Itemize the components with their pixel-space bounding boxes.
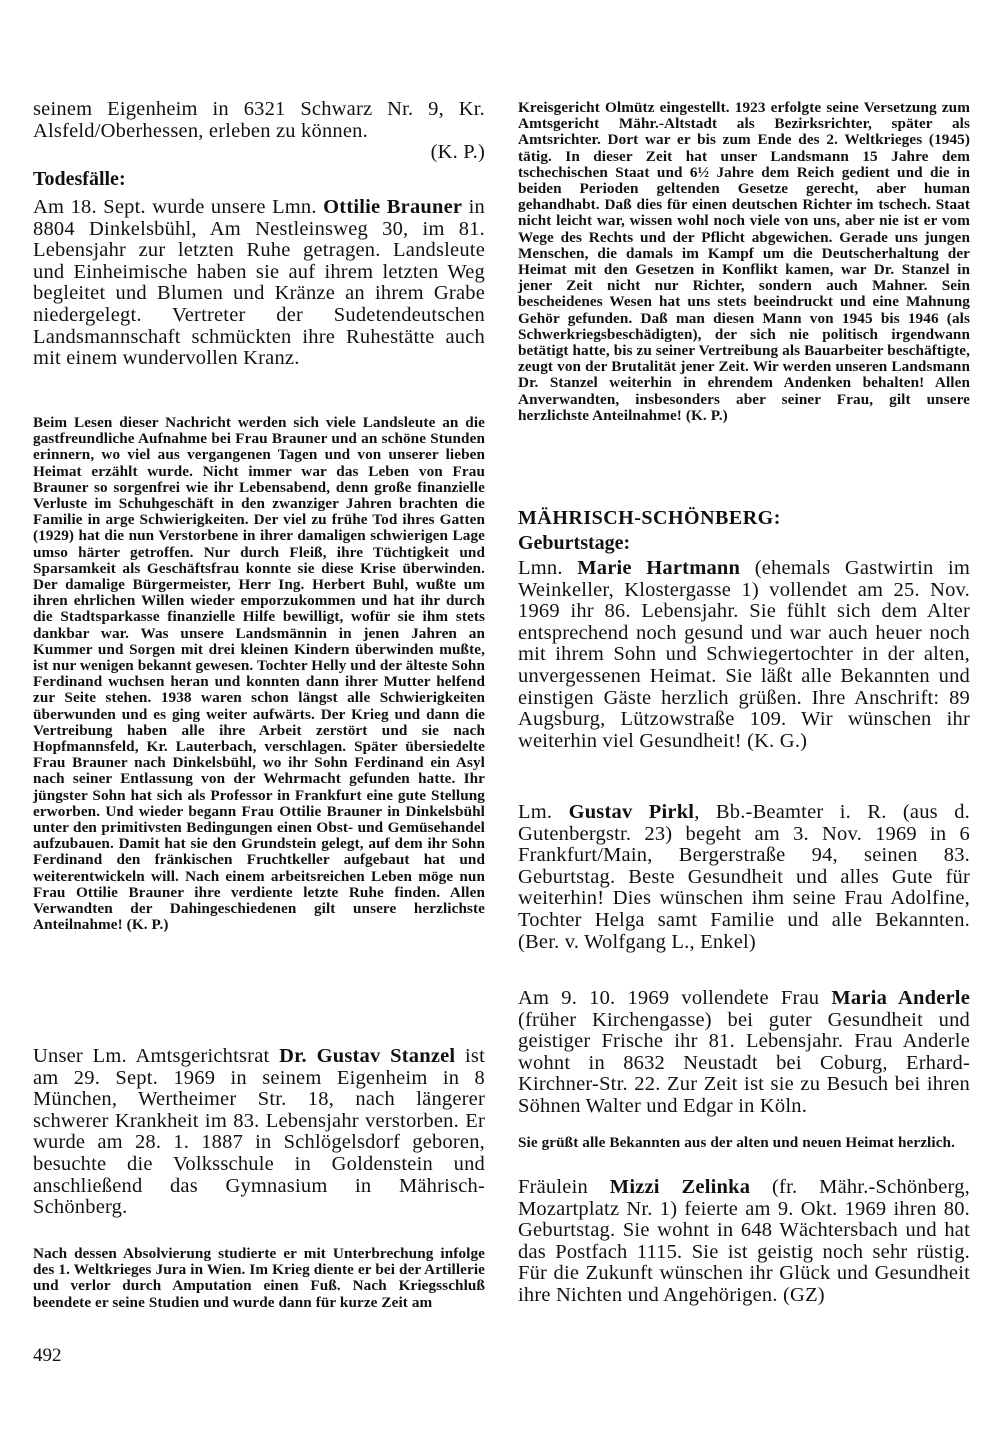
obituary-stanzel-continued [518,100,970,424]
text: Fräulein [518,1176,610,1198]
paragraph-text: Sie grüßt alle Bekannten aus der alten und neuen Heimat herzlich. [518,1134,955,1151]
text: Lmn. [518,557,578,579]
text: Unser Lm. Amtsgerichtsrat [33,1045,280,1067]
obituary-stanzel [33,1046,485,1219]
paragraph-text: Kreisgericht Olmütz eingestellt. 1923 erfolgte seine Versetzung zum Amtsgericht Mähr.-Altstadt als Bezirksrichter, später als Amtsrichter. Dort war er bis zum Ende des 2. Weltkrieges (1945) tätig. In dieser Zeit hat unser Landsmann 15 Jahre dem tschechischen Staat und 6½ Jahre dem Reich gedient und die in beiden Perioden geltenden Gesetze gerecht, aber human gehandhabt. Daß dies für einen deutschen Richter im tschech. Staat nicht leicht war, wissen wohl noch viele von uns, aber nie ist er vom Wege des Rechts und der Pflicht abgewichen. Gerade uns jungen Menschen, die damals im Kampf um die Deutscherhaltung der Heimat mit den Gesetzen in Konflikt kamen, war Dr. Stanzel in jener Zeit nicht nur Richter, sondern auch Mahner. Sein bescheidenes Wesen hat uns stets beeindruckt und eine Mahnung Gehör gefunden. Daß man diesen Mann von 1945 bis 1946 (als Schwerkriegsbeschädigten), der sich nie politisch irgendwann betätigt hatte, bis zu seiner Vertreibung als Bauarbeiter beschäftigte, zeugt von der Brutalität jener Zeit. Wir werden unseren Landsmann Dr. Stanzel weiterhin in ehrendem Andenken behalten! Allen Anverwandten, insbesonders aber seiner Frau, gilt unsere herzlichste Anteilnahme! (K. P.) [518,99,970,424]
birthday-zelinka [518,1177,970,1307]
person-name: Dr. Gustav Stanzel [279,1045,456,1067]
birthday-anderle [518,988,970,1118]
text: Am 9. 10. 1969 vollendete Frau [518,987,832,1009]
page-number: 492 [33,1345,62,1366]
text: , Bb.-Beamter i. R. (aus d. Gutenbergstr. 23) begeht am 3. Nov. 1969 in 6 Frankfurt/Main, Bergerstraße 94, seinen 83. Geburtstag. Beste Gesundheit und alles Gute für weiterhin! Dies wünschen ihm seine Frau Adolfine, Tochter Helga samt Familie und alle Bekannten. (Ber. v. Wolfgang L., Enkel) [518,801,970,953]
person-name: Ottilie Brauner [323,196,463,218]
person-name: Marie Hartmann [577,557,741,579]
person-name: Maria Anderle [831,987,970,1009]
birthday-hartmann [518,558,970,752]
obituary-brauner-detail [33,415,485,934]
text: Am 18. Sept. wurde unsere Lmn. [33,196,324,218]
text: in 8804 Dinkelsbühl, Am Nestleinsweg 30, im 81. Lebensjahr zur letzten Ruhe getragen. Landsleute und Einheimische haben sie auf ihrem letzten Weg begleitet und Blumen und Kränze an ihrem Grabe niedergelegt. Vertreter der Sudetendeutschen Landsmannschaft schmückten ihre Ruhestätte auch mit einem wundervollen Kranz. [33,196,485,370]
section-heading-deaths: Todesfälle: [33,168,126,190]
paragraph-text: Nach dessen Absolvierung studierte er mit Unterbrechung infolge des 1. Weltkrieges Jura in Wien. Im Krieg diente er bei der Artillerie und verlor durch Amputation einen Fuß. Nach Kriegsschluß beendete er seine Studien und wurde dann für kurze Zeit am [33,1245,485,1311]
paragraph-text: Beim Lesen dieser Nachricht werden sich viele Landsleute an die gastfreundliche Aufnahme bei Frau Brauner und an schöne Stunden erinnern, wo viel aus vergangenen Tagen und von unserer lieben Heimat erzählt wurde. Nicht immer war das Leben von Frau Brauner so sorgenfrei wie ihr Lebensabend, denn große finanzielle Verluste im Schuhgeschäft in den zwanziger Jahren brachten die Familie in arge Schwierigkeiten. Der viel zu frühe Tod ihres Gatten (1929) hat die nun Verstorbene in ihrer damaligen schwierigen Lage umso härter getroffen. Nur durch Fleiß, ihre Tüchtigkeit und Sparsamkeit als Geschäftsfrau konnte sie diese Krise überwinden. Der damalige Bürgermeister, Herr Ing. Herbert Buhl, wußte um ihren ehrlichen Willen wieder emporzukommen und hat ihr durch die Stadtsparkasse finanzielle Hilfe bewilligt, wofür sie ihm stets dankbar war. Was unsere Landsmännin in jenen Jahren an Kummer und Sorgen mit drei kleinen Kindern überwinden mußte, ist nur wenigen bekannt gewesen. Tochter Helly und der älteste Sohn Ferdinand wuchsen heran und konnten dann ihrer Mutter helfend zur Seite stehen. 1938 waren schon längst alle Schwierigkeiten überwunden und es ging weiter aufwärts. Der Krieg und dann die Vertreibung haben alle ihre Arbeit zerstört und sie nach Hopfmannsfeld, Kr. Lauterbach, verschlagen. Später übersiedelte Frau Brauner nach Dinkelsbühl, wo ihr Sohn Ferdinand ein Asyl nach seiner Entlassung von der Wehrmacht gefunden hatte. Ihr jüngster Sohn hat sich als Professor in Frankfurt eine gute Stellung erworben. Und wieder begann Frau Ottilie Brauner in Dinkelsbühl unter den primitivsten Bedingungen einen Obst- und Gemüsehandel aufzubauen. Damit hat sie den Grundstein gelegt, auf dem ihr Sohn Ferdinand den fränkischen Fruchtkeller aufgebaut hat und weiterentwickeln will. Nach einem arbeitsreichen Leben möge nun Frau Ottilie Brauner ihre verdiente letzte Ruhe finden. Allen Verwandten der Dahingeschiedenen gilt unsere herzlichste Anteilnahme! (K. P.) [33,414,485,934]
person-name: Gustav Pirkl [568,801,695,823]
author-initials: (K. P.) [430,141,485,164]
section-heading-town: MÄHRISCH-SCHÖNBERG: [518,507,781,529]
birthday-pirkl [518,802,970,953]
section-heading-birthdays: Geburtstage: [518,532,631,554]
birthday-anderle-note [518,1135,970,1151]
person-name: Mizzi Zelinka [609,1176,751,1198]
text: (früher Kirchengasse) bei guter Gesundheit und geistiger Frische ihr 81. Lebensjahr. Frau Anderle wohnt in 8632 Neustadt bei Coburg, Erhard-Kirchner-Str. 22. Zur Zeit ist sie zu Besuch bei ihren Söhnen Walter und Edgar in Köln. [518,1008,970,1117]
text: (ehemals Gastwirtin im Weinkeller, Klostergasse 1) vollendet am 25. Nov. 1969 ihr 86. Lebensjahr. Sie fühlt sich dem Alter entsprechend noch gesund und war auch heuer noch mit ihrem Sohn und Schwiegertochter in der alten, unvergessenen Heimat. Sie läßt alle Bekannten und einstigen Gäste herzlich grüßen. Ihre Anschrift: 89 Augsburg, Lützowstraße 109. Wir wünschen ihr weiterhin viel Gesundheit! (K. G.) [518,557,971,752]
obituary-brauner [33,197,485,370]
paragraph-text: seinem Eigenheim in 6321 Schwarz Nr. 9, Kr. Alsfeld/Oberhessen, erleben zu können. [33,98,485,142]
text: Lm. [518,801,569,823]
paragraph-continuation [33,99,485,164]
text: (fr. Mähr.-Schönberg, Mozartplatz Nr. 1) feierte am 9. Okt. 1969 ihren 80. Geburtstag. Sie wohnt in 648 Wächtersbach und hat das Postfach 1115. Sie ist geistig noch sehr rüstig. Für die Zukunft wünschen ihr Glück und Gesundheit ihre Nichten und Angehörigen. (GZ) [518,1176,970,1306]
text: ist am 29. Sept. 1969 in seinem Eigenheim in 8 München, Wertheimer Str. 18, nach längerer schwerer Krankheit im 83. Lebensjahr verstorben. Er wurde am 28. 1. 1887 in Schlögelsdorf geboren, besuchte die Volksschule in Goldenstein und anschließend das Gymnasium in Mährisch-Schönberg. [33,1045,485,1219]
obituary-stanzel-detail [33,1246,485,1311]
